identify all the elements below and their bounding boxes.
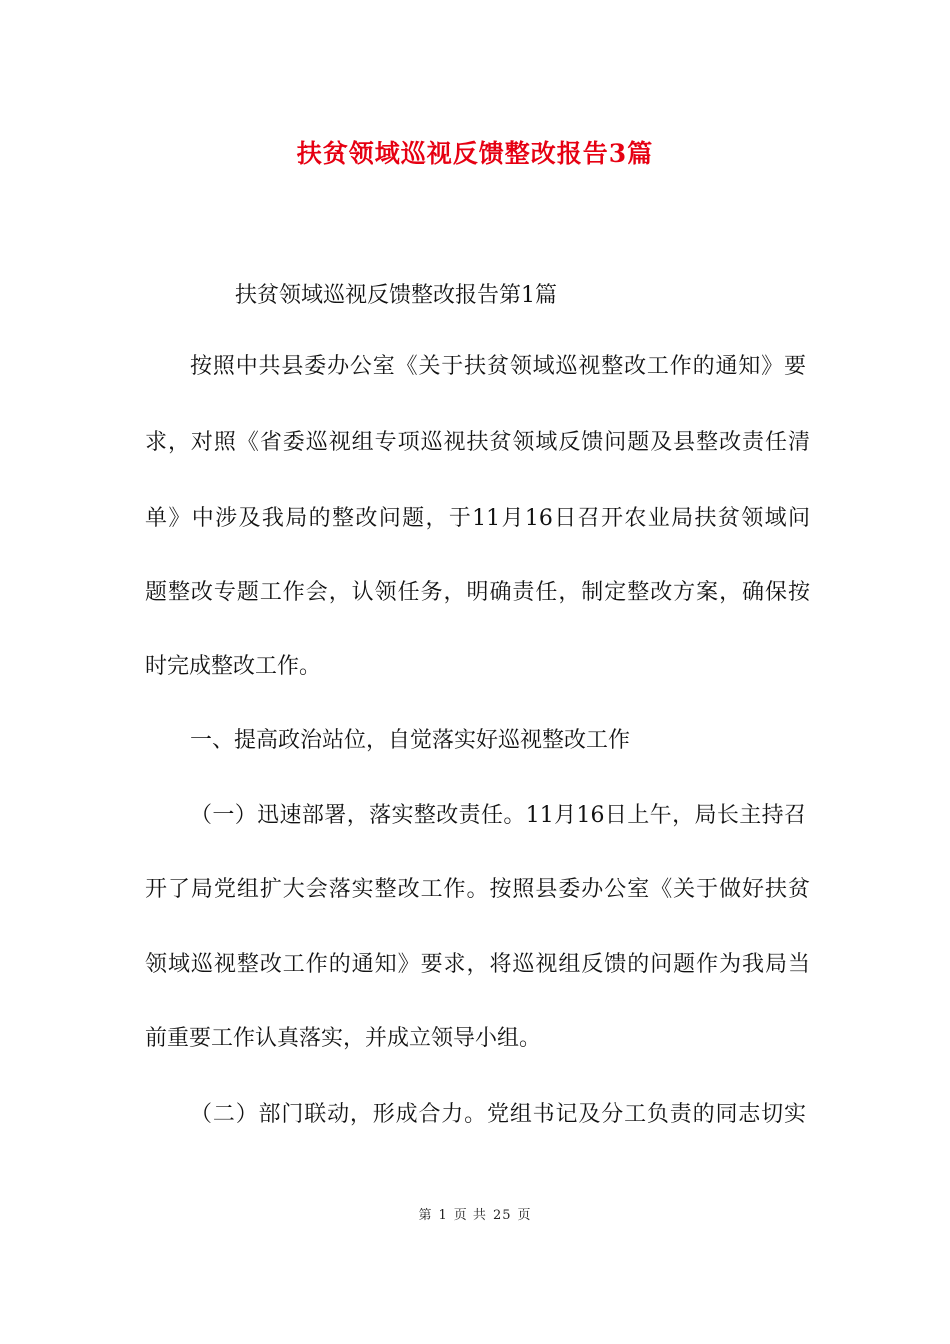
paragraph-line: 单》中涉及我局的整改问题，于11月16日召开农业局扶贫领域问 (145, 506, 810, 531)
paragraph-line: 求，对照《省委巡视组专项巡视扶贫领域反馈问题及县整改责任清 (145, 430, 810, 455)
current-page-number: 1 (438, 1208, 448, 1223)
section-heading: 一、提高政治站位，自觉落实好巡视整改工作 (190, 728, 631, 753)
page-footer (0, 1206, 950, 1226)
document-subtitle: 扶贫领域巡视反馈整改报告第1篇 (235, 283, 557, 308)
paragraph-line: 按照中共县委办公室《关于扶贫领域巡视整改工作的通知》要 (190, 354, 806, 379)
paragraph-line: 题整改专题工作会，认领任务，明确责任，制定整改方案，确保按 (145, 580, 810, 605)
footer-middle: 页 共 (453, 1208, 487, 1223)
paragraph-line: 开了局党组扩大会落实整改工作。按照县委办公室《关于做好扶贫 (145, 877, 810, 902)
paragraph-line: 时完成整改工作。 (145, 654, 322, 679)
document-title: 扶贫领域巡视反馈整改报告3篇 (296, 139, 654, 168)
footer-suffix: 页 (517, 1208, 532, 1223)
paragraph-line: （二）部门联动，形成合力。党组书记及分工负责的同志切实 (190, 1102, 806, 1127)
paragraph-line: （一）迅速部署，落实整改责任。11月16日上午，局长主持召 (190, 803, 806, 828)
total-pages-number: 25 (492, 1208, 512, 1223)
paragraph-line: 前重要工作认真落实，并成立领导小组。 (145, 1026, 542, 1051)
footer-prefix: 第 (418, 1208, 433, 1223)
paragraph-line: 领域巡视整改工作的通知》要求，将巡视组反馈的问题作为我局当 (145, 952, 810, 977)
